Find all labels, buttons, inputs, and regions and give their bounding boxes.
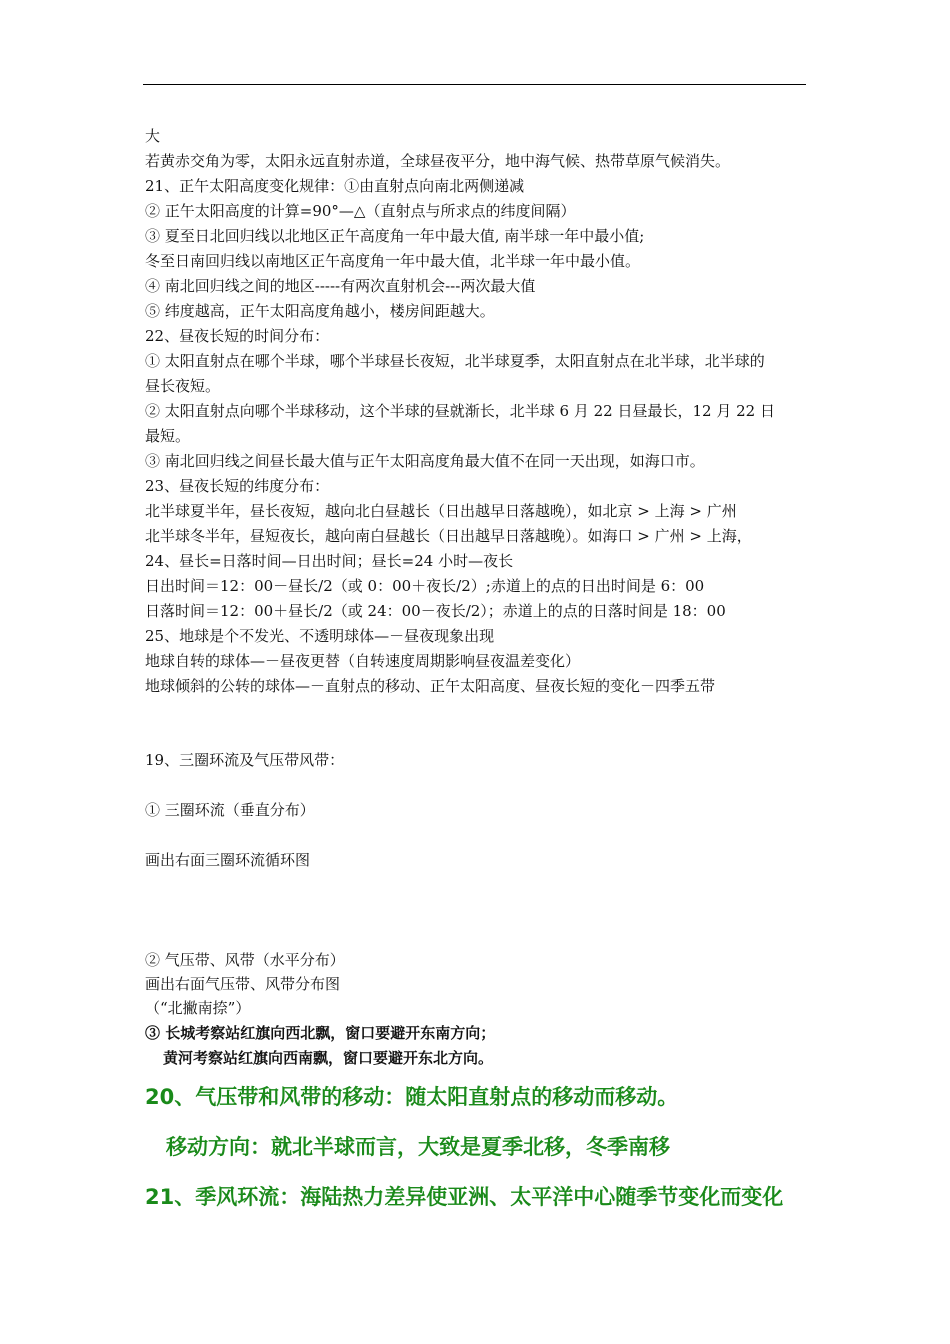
text-line: 21、正午太阳高度变化规律：①由直射点向南北两侧递减: [145, 177, 525, 195]
text-line: ① 太阳直射点在哪个半球，哪个半球昼长夜短，北半球夏季，太阳直射点在北半球，北半球的: [145, 352, 765, 370]
section-19-item-2: ② 气压带、风带（水平分布）: [145, 951, 345, 969]
green-heading-20: 20、气压带和风带的移动：随太阳直射点的移动而移动。: [145, 1085, 679, 1109]
section-19-mnemonic: （“北撇南捺”）: [145, 999, 251, 1017]
text-line: 日落时间＝12：00＋昼长/2（或 24：00－夜长/2）；赤道上的点的日落时间是 18：00: [145, 602, 726, 620]
text-line: ③ 夏至日北回归线以北地区正午高度角一年中最大值, 南半球一年中最小值;: [145, 227, 645, 245]
text-line: 最短。: [145, 427, 191, 445]
text-line: 北半球冬半年，昼短夜长，越向南白昼越长（日出越早日落越晚）。如海口 > 广州 > 上海，: [145, 527, 752, 545]
text-line: ② 太阳直射点向哪个半球移动，这个半球的昼就渐长，北半球 6 月 22 日昼最长，12 月 22 日: [145, 402, 775, 420]
text-line: 大: [145, 127, 161, 145]
text-line: 冬至日南回归线以南地区正午高度角一年中最大值，北半球一年中最小值。: [145, 252, 641, 270]
text-line: ④ 南北回归线之间的地区-----有两次直射机会---两次最大值: [145, 277, 536, 295]
text-line: 25、地球是个不发光、不透明球体—－昼夜现象出现: [145, 627, 495, 645]
section-19-item-1: ① 三圈环流（垂直分布）: [145, 801, 315, 819]
text-line: 昼长夜短。: [145, 377, 221, 395]
text-line: 若黄赤交角为零，太阳永远直射赤道，全球昼夜平分，地中海气候、热带草原气候消失。: [145, 152, 731, 170]
green-heading-21: 21、季风环流：海陆热力差异使亚洲、太平洋中心随季节变化而变化: [145, 1185, 784, 1209]
text-line: 日出时间＝12：00－昼长/2（或 0：00＋夜长/2）;赤道上的点的日出时间是 6：00: [145, 577, 705, 595]
text-line: 22、昼夜长短的时间分布：: [145, 327, 330, 345]
text-line: ⑤ 纬度越高，正午太阳高度角越小，楼房间距越大。: [145, 302, 495, 320]
section-19-item-3b: 黄河考察站红旗向西南飘，窗口要避开东北方向。: [163, 1049, 494, 1067]
text-line: 23、昼夜长短的纬度分布：: [145, 477, 330, 495]
section-19-item-3a: ③ 长城考察站红旗向西北飘，窗口要避开东南方向；: [145, 1024, 496, 1042]
text-line: ② 正午太阳高度的计算=90°—△（直射点与所求点的纬度间隔）: [145, 202, 576, 220]
green-heading-20-direction: 移动方向：就北半球而言，大致是夏季北移，冬季南移: [166, 1135, 670, 1159]
text-line: 地球倾斜的公转的球体—－直射点的移动、正午太阳高度、昼夜长短的变化－四季五带: [145, 677, 716, 695]
text-line: ③ 南北回归线之间昼长最大值与正午太阳高度角最大值不在同一天出现，如海口市。: [145, 452, 705, 470]
header-rule: [143, 84, 806, 85]
section-19-title: 19、三圈环流及气压带风带：: [145, 751, 345, 769]
text-line: 北半球夏半年，昼长夜短，越向北白昼越长（日出越早日落越晚），如北京 > 上海 > 广州: [145, 502, 737, 520]
section-19-drawing-note-1: 画出右面三圈环流循环图: [145, 851, 311, 869]
text-line: 地球自转的球体—－昼夜更替（自转速度周期影响昼夜温差变化）: [145, 652, 581, 670]
section-19-drawing-note-2: 画出右面气压带、风带分布图: [145, 975, 341, 993]
text-line: 24、昼长=日落时间—日出时间；昼长=24 小时—夜长: [145, 552, 514, 570]
